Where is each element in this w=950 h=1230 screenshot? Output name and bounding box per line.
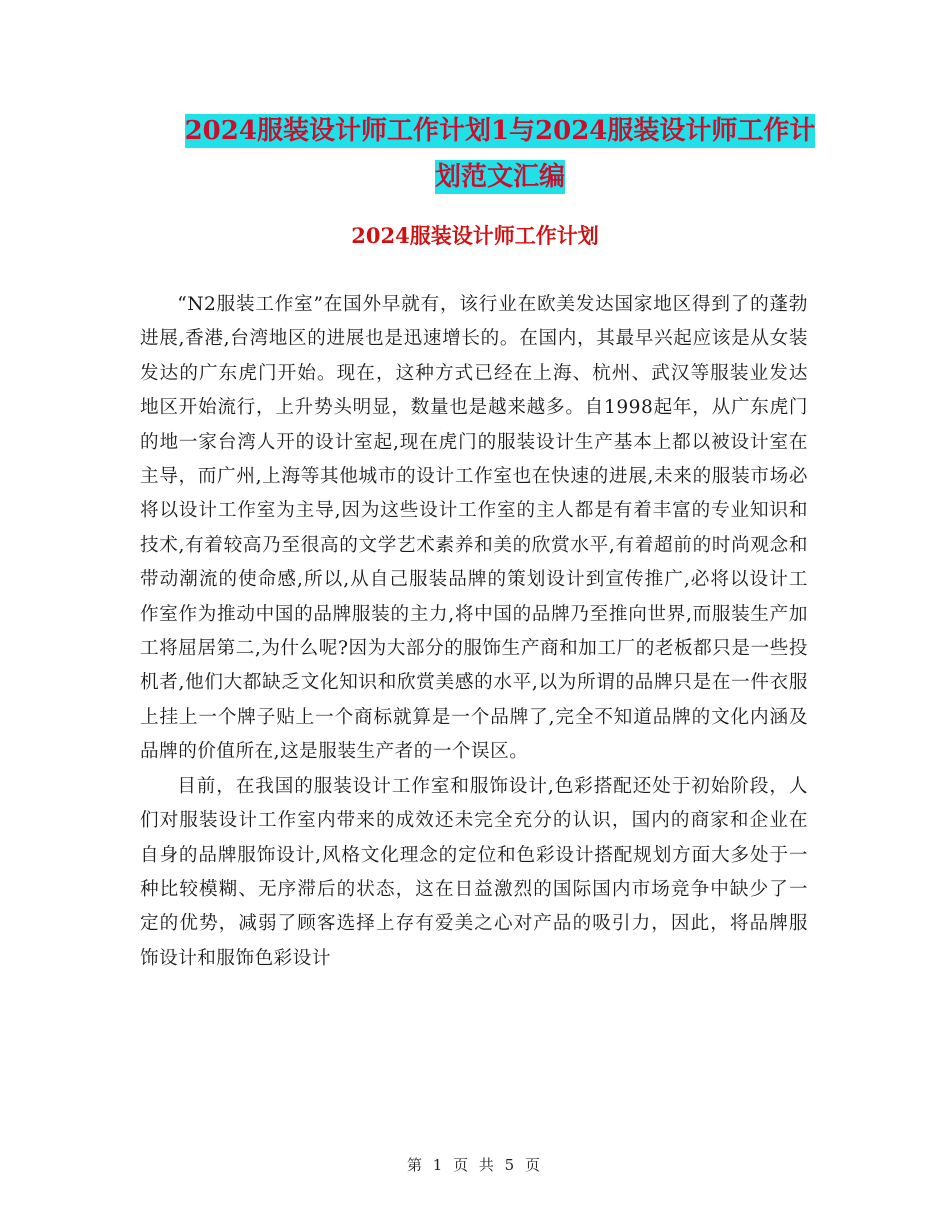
page-footer: 第 1 页 共 5 页 [407,1156,543,1174]
paragraph: “N2服装工作室”在国外早就有，该行业在欧美发达国家地区得到了的蓬勃进展,香港,台湾地区的进展也是迅速增长的。在国内，其最早兴起应该是从女装发达的广东虎门开始。现在，这种方式已经在上海、杭州、武汉等服装业发达地区开始流行，上升势头明显，数量也是越来越多。自1998起年，从广东虎门的地一家台湾人开的设计室起,现在虎门的服装设计生产基本上都以被设计室在主导，而广州,上海等其他城市的设计工作室也在快速的进展,未来的服装市场必将以设计工作室为主导,因为这些设计工作室的主人都是有着丰富的专业知识和技术,有着较高乃至很高的文学艺术素养和美的欣赏水平,有着超前的时尚观念和带动潮流的使命感,所以,从自己服装品牌的策划设计到宣传推广,必将以设计工作室作为推动中国的品牌服装的主力,将中国的品牌乃至推向世界,而服装生产加工将屈居第二,为什么呢?因为大部分的服饰生产商和加工厂的老板都只是一些投机者,他们大都缺乏文化知识和欣赏美感的水平,以为所谓的品牌只是在一件衣服上挂上一个牌子贴上一个商标就算是一个品牌了,完全不知道品牌的文化内涵及品牌的价值所在,这是服装生产者的一个误区。 [140,294,808,763]
section-heading: 2024服装设计师工作计划 [351,223,599,248]
document-body [140,288,808,976]
title-line-1: 2024服装设计师工作计划1与2024服装设计师工作计 [184,116,816,146]
document-title [140,108,860,200]
paragraph: 目前，在我国的服装设计工作室和服饰设计,色彩搭配还处于初始阶段，人们对服装设计工作室内带来的成效还未完全充分的认识，国内的商家和企业在自身的品牌服饰设计,风格文化理念的定位和色彩设计搭配规划方面大多处于一种比较模糊、无序滞后的状态，这在日益激烈的国际国内市场竞争中缺少了一定的优势，减弱了顾客选择上存有爱美之心对产品的吸引力，因此，将品牌服饰设计和服饰色彩设计 [140,775,808,969]
title-line-2: 划范文汇编 [434,162,565,192]
